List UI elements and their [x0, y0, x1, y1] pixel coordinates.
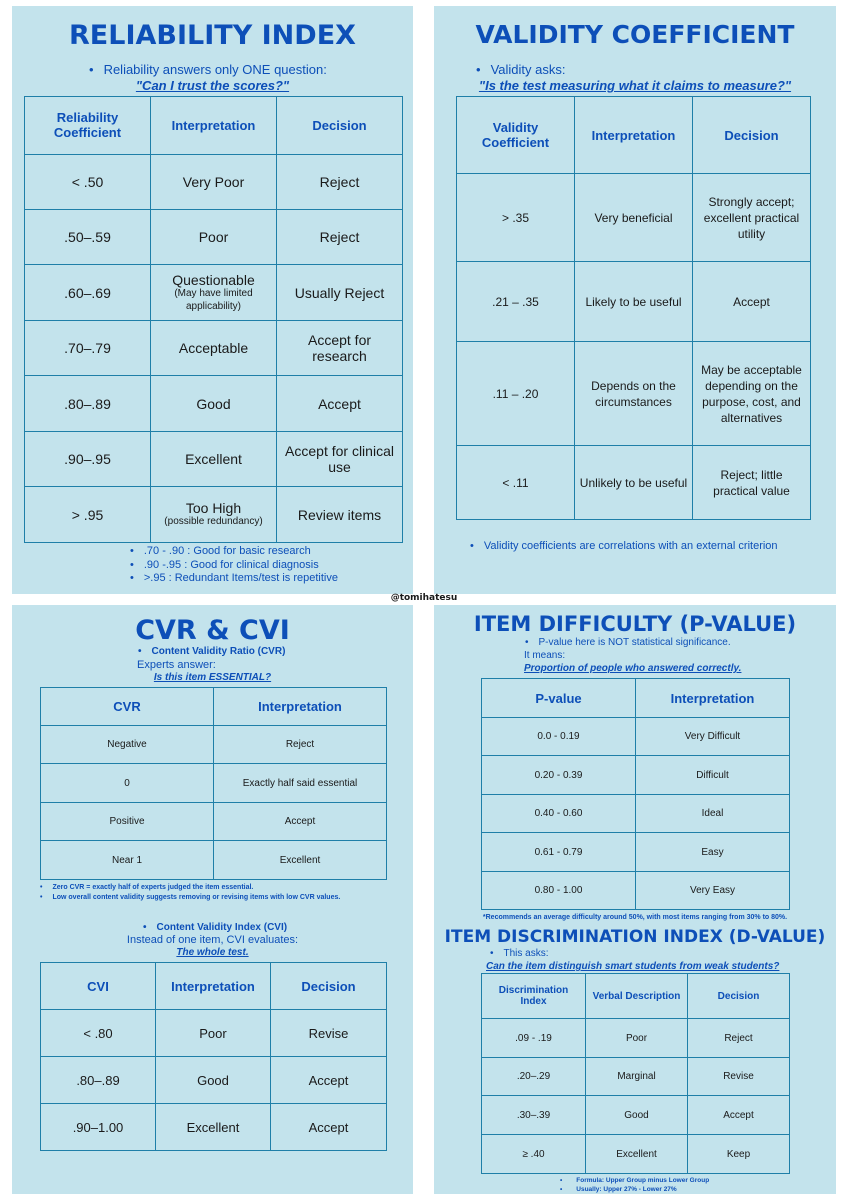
cvr-cell: Near 1	[41, 841, 214, 880]
coef-cell: .11 – .20	[457, 342, 575, 446]
decision-cell: Accept	[271, 1057, 387, 1104]
table-row	[457, 446, 811, 520]
note-text: Usually: Upper 27% - Lower 27%	[576, 1186, 677, 1193]
coef-cell: < .11	[457, 446, 575, 520]
cvr-question: Is this item ESSENTIAL?	[153, 672, 272, 683]
table-header-row	[457, 97, 811, 174]
coef-cell: .90–.95	[25, 431, 151, 486]
decision-cell: Reject	[688, 1019, 790, 1058]
note-item	[130, 545, 338, 559]
cvi-question: The whole test.	[176, 947, 249, 958]
interp-text: Questionable	[172, 272, 255, 289]
table-header-row	[482, 679, 790, 718]
cvi-label	[143, 922, 287, 933]
cvi-label-text: Content Validity Index (CVI)	[156, 922, 288, 933]
difficulty-table	[481, 678, 790, 910]
decision-cell: May be acceptable depending on the purpose, cost, and alternatives	[693, 342, 811, 446]
d-cell: ≥ .40	[482, 1135, 586, 1174]
interp-note: (possible redundancy)	[164, 516, 263, 528]
interp-cell: Unlikely to be useful	[575, 446, 693, 520]
cvr-table	[40, 687, 387, 880]
interp-cell: Good	[156, 1057, 271, 1104]
col-header-cvi: CVI	[41, 963, 156, 1010]
p-cell: 0.20 - 0.39	[482, 756, 636, 795]
table-row	[482, 795, 790, 833]
interp-cell: Difficult	[636, 756, 790, 795]
col-header-verbal-description: Verbal Description	[586, 974, 688, 1019]
decision-cell: Strongly accept; excellent practical utility	[693, 174, 811, 262]
validity-table	[456, 96, 811, 520]
decision-cell: Keep	[688, 1135, 790, 1174]
difficulty-intro	[525, 637, 731, 648]
table-row	[25, 265, 403, 320]
discrimination-intro	[490, 948, 549, 959]
cvr-cell: Positive	[41, 803, 214, 841]
coef-cell: > .95	[25, 487, 151, 543]
interp-cell: Very Easy	[636, 872, 790, 910]
col-header-decision: Decision	[688, 974, 790, 1019]
decision-cell: Revise	[688, 1058, 790, 1096]
decision-cell: Accept	[277, 376, 403, 431]
validity-question: "Is the test measuring what it claims to measure?"	[478, 78, 792, 93]
decision-cell: Usually Reject	[277, 265, 403, 320]
table-row	[25, 431, 403, 486]
reliability-intro-text: Reliability answers only ONE question:	[103, 62, 327, 77]
table-row	[41, 726, 387, 764]
table-row	[41, 1057, 387, 1104]
decision-cell: Reject	[277, 210, 403, 265]
interp-cell: Good	[151, 376, 277, 431]
note-text: .70 - .90 : Good for basic research	[143, 545, 311, 557]
col-header-interpretation: Interpretation	[636, 679, 790, 718]
coef-cell: .70–.79	[25, 320, 151, 375]
col-header-decision: Decision	[693, 97, 811, 174]
col-header-coefficient: Reliability Coefficient	[25, 97, 151, 155]
col-header-interpretation: Interpretation	[214, 688, 387, 726]
note-text: Formula: Upper Group minus Lower Group	[576, 1177, 710, 1184]
validity-title: VALIDITY COEFFICIENT	[475, 20, 795, 49]
col-header-interpretation: Interpretation	[575, 97, 693, 174]
table-row	[41, 841, 387, 880]
note-text: Validity coefficients are correlations with an external criterion	[483, 540, 778, 552]
table-row	[25, 376, 403, 431]
col-header-p-value: P-value	[482, 679, 636, 718]
interp-cell: Accept	[214, 803, 387, 841]
note-item	[40, 883, 340, 893]
cvr-label-text: Content Validity Ratio (CVR)	[151, 646, 286, 657]
cvi-intro: Instead of one item, CVI evaluates:	[126, 934, 299, 946]
interp-text: Too High	[185, 500, 242, 517]
table-row	[457, 174, 811, 262]
decision-cell: Reject; little practical value	[693, 446, 811, 520]
decision-cell: Accept for research	[277, 320, 403, 375]
cvr-notes	[40, 883, 340, 903]
desc-cell: Marginal	[586, 1058, 688, 1096]
d-cell: .20–.29	[482, 1058, 586, 1096]
reliability-notes	[130, 545, 338, 586]
decision-cell: Accept	[271, 1104, 387, 1151]
coef-cell: .80–.89	[25, 376, 151, 431]
table-header-row	[41, 688, 387, 726]
col-header-decision: Decision	[277, 97, 403, 155]
table-row	[25, 487, 403, 543]
note-text: .90 -.95 : Good for clinical diagnosis	[143, 558, 319, 571]
validity-intro	[476, 62, 565, 77]
note-item	[130, 572, 338, 586]
cvr-label	[138, 646, 285, 657]
difficulty-title: ITEM DIFFICULTY (P-VALUE)	[473, 612, 797, 636]
item-analysis-panel	[434, 605, 836, 1194]
table-row	[25, 210, 403, 265]
interp-cell: Poor	[151, 210, 277, 265]
coef-cell: .21 – .35	[457, 262, 575, 342]
interp-cell: Depends on the circumstances	[575, 342, 693, 446]
cvi-cell: .90–1.00	[41, 1104, 156, 1151]
decision-cell: Reject	[277, 154, 403, 209]
note-text: Low overall content validity suggests removing or revising items with low CVR values.	[52, 894, 341, 901]
desc-cell: Good	[586, 1096, 688, 1135]
difficulty-question: Proportion of people who answered correctly.	[524, 663, 742, 674]
decision-cell: Accept	[693, 262, 811, 342]
validity-intro-text: Validity asks:	[490, 62, 566, 77]
table-row	[482, 756, 790, 795]
note-item	[40, 893, 340, 903]
desc-cell: Poor	[586, 1019, 688, 1058]
validity-panel	[434, 6, 836, 594]
interp-cell: Exactly half said essential	[214, 764, 387, 803]
reliability-intro	[89, 62, 327, 77]
discrimination-notes	[560, 1176, 709, 1194]
interp-cell: Easy	[636, 833, 790, 872]
difficulty-note: *Recommends an average difficulty around 50%, with most items ranging from 30% to 80%.	[482, 914, 788, 921]
interp-cell: Excellent	[156, 1104, 271, 1151]
validity-note	[470, 540, 778, 552]
interp-cell: Reject	[214, 726, 387, 764]
decision-cell: Accept for clinical use	[277, 431, 403, 486]
p-cell: 0.80 - 1.00	[482, 872, 636, 910]
table-header-row	[25, 97, 403, 155]
reliability-table	[24, 96, 403, 543]
table-row	[41, 1010, 387, 1057]
coef-cell: .50–.59	[25, 210, 151, 265]
d-cell: .30–.39	[482, 1096, 586, 1135]
note-item	[560, 1185, 709, 1194]
decision-cell: Review items	[277, 487, 403, 543]
decision-cell: Accept	[688, 1096, 790, 1135]
p-cell: 0.40 - 0.60	[482, 795, 636, 833]
cvr-intro: Experts answer:	[137, 659, 216, 671]
reliability-panel	[12, 6, 413, 594]
table-row	[41, 764, 387, 803]
p-cell: 0.61 - 0.79	[482, 833, 636, 872]
interp-cell: Poor	[156, 1010, 271, 1057]
discrimination-table	[481, 973, 790, 1174]
desc-cell: Excellent	[586, 1135, 688, 1174]
cvi-table	[40, 962, 387, 1151]
reliability-question: "Can I trust the scores?"	[135, 78, 290, 93]
table-row	[482, 1135, 790, 1174]
cvr-cell: 0	[41, 764, 214, 803]
interp-cell: Very Poor	[151, 154, 277, 209]
table-row	[25, 154, 403, 209]
cvr-cell: Negative	[41, 726, 214, 764]
coef-cell: > .35	[457, 174, 575, 262]
interp-cell	[151, 487, 277, 543]
discrimination-question: Can the item distinguish smart students from weak students?	[486, 961, 780, 972]
table-row	[41, 803, 387, 841]
col-header-coefficient: Validity Coefficient	[457, 97, 575, 174]
note-text: >.95 : Redundant Items/test is repetitive	[143, 572, 338, 584]
author-credit: @tomihatesu	[390, 593, 458, 603]
interp-cell: Likely to be useful	[575, 262, 693, 342]
col-header-cvr: CVR	[41, 688, 214, 726]
table-header-row	[41, 963, 387, 1010]
difficulty-intro2: It means:	[524, 650, 566, 661]
interp-cell: Acceptable	[151, 320, 277, 375]
interp-cell: Very beneficial	[575, 174, 693, 262]
interp-cell: Excellent	[151, 431, 277, 486]
table-row	[482, 1058, 790, 1096]
interp-cell	[151, 265, 277, 320]
table-row	[482, 718, 790, 756]
cvi-cell: < .80	[41, 1010, 156, 1057]
cvi-cell: .80–.89	[41, 1057, 156, 1104]
col-header-interpretation: Interpretation	[156, 963, 271, 1010]
coef-cell: < .50	[25, 154, 151, 209]
col-header-discrimination-index: Discrimination Index	[482, 974, 586, 1019]
interp-note: (May have limited applicability)	[174, 288, 253, 312]
interp-cell: Excellent	[214, 841, 387, 880]
d-cell: .09 - .19	[482, 1019, 586, 1058]
note-item	[130, 559, 338, 573]
discrimination-intro-text: This asks:	[503, 948, 549, 959]
cvr-cvi-panel	[12, 605, 413, 1194]
coef-cell: .60–.69	[25, 265, 151, 320]
cvr-cvi-title: CVR & CVI	[135, 615, 290, 646]
note-text: Zero CVR = exactly half of experts judged the item essential.	[52, 884, 254, 891]
table-row	[482, 1019, 790, 1058]
decision-cell: Revise	[271, 1010, 387, 1057]
interp-cell: Very Difficult	[636, 718, 790, 756]
table-row	[482, 1096, 790, 1135]
p-cell: 0.0 - 0.19	[482, 718, 636, 756]
table-row	[482, 833, 790, 872]
interp-cell: Ideal	[636, 795, 790, 833]
col-header-interpretation: Interpretation	[151, 97, 277, 155]
discrimination-title: ITEM DISCRIMINATION INDEX (D-VALUE)	[444, 927, 826, 947]
table-row	[41, 1104, 387, 1151]
col-header-decision: Decision	[271, 963, 387, 1010]
table-row	[457, 342, 811, 446]
note-item	[560, 1176, 709, 1185]
table-header-row	[482, 974, 790, 1019]
table-row	[457, 262, 811, 342]
reliability-title: RELIABILITY INDEX	[69, 20, 356, 51]
table-row	[482, 872, 790, 910]
table-row	[25, 320, 403, 375]
difficulty-intro-text: P-value here is NOT statistical significance.	[538, 637, 731, 648]
